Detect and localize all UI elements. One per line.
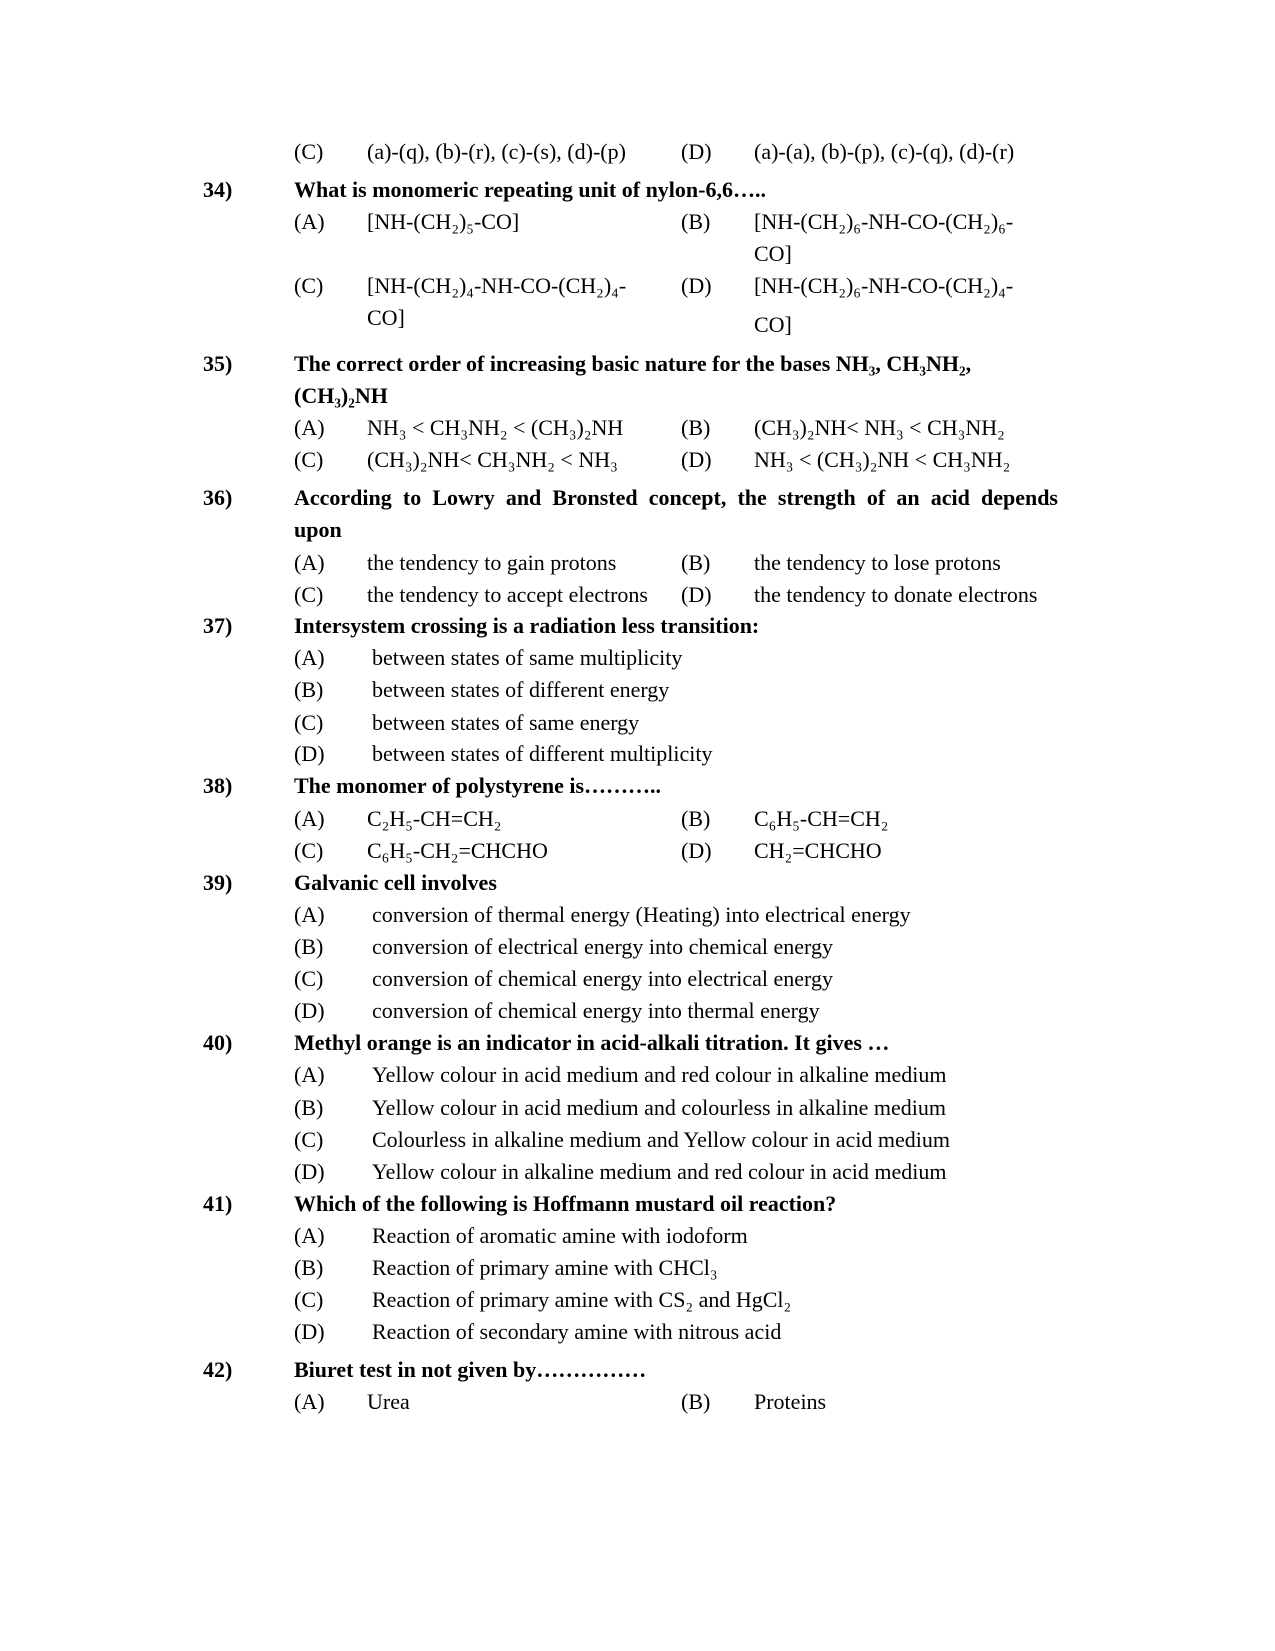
option-text: the tendency to lose protons <box>754 550 1001 575</box>
option-text: (CH₃)₂NH< NH₃ < CH₃NH₂ <box>754 415 1005 440</box>
option-label: (B) <box>294 1255 324 1280</box>
option-text: between states of same multiplicity <box>372 645 683 670</box>
question-text: (CH₃)₂NH <box>294 383 388 408</box>
question-number: 37) <box>203 613 233 638</box>
option-text: Reaction of secondary amine with nitrous acid <box>372 1319 782 1344</box>
question-number: 35) <box>203 351 233 376</box>
option-label: (A) <box>294 1223 325 1248</box>
question-text: What is monomeric repeating unit of nylon-6,6….. <box>294 177 766 202</box>
option-label: (B) <box>681 209 711 234</box>
option-text: conversion of chemical energy into thermal energy <box>372 998 820 1023</box>
question-text: According to Lowry and Bronsted concept, the strength of an acid depends <box>294 485 1058 510</box>
option-text: Yellow colour in acid medium and red colour in alkaline medium <box>372 1062 947 1087</box>
option-label: (C) <box>294 273 324 298</box>
option-text: CO] <box>754 312 792 337</box>
option-label: (D) <box>294 1319 325 1344</box>
option-label: (D) <box>681 838 712 863</box>
option-text: Colourless in alkaline medium and Yellow colour in acid medium <box>372 1127 951 1152</box>
option-text: CO] <box>754 241 792 266</box>
option-text: conversion of electrical energy into chemical energy <box>372 934 833 959</box>
option-text: between states of same energy <box>372 710 640 735</box>
option-label: (A) <box>294 550 325 575</box>
option-label: (D) <box>294 998 325 1023</box>
question-number: 34) <box>203 177 233 202</box>
option-text: [NH-(CH₂)₆-NH-CO-(CH₂)₄- <box>754 273 1014 298</box>
option-text: Yellow colour in acid medium and colourless in alkaline medium <box>372 1095 946 1120</box>
option-text: C₂H₅-CH=CH₂ <box>367 806 502 831</box>
option-text: NH₃ < (CH₃)₂NH < CH₃NH₂ <box>754 447 1011 472</box>
option-label: (A) <box>294 1062 325 1087</box>
option-text: (a)-(q), (b)-(r), (c)-(s), (d)-(p) <box>367 139 626 164</box>
option-text: between states of different multiplicity <box>372 741 713 766</box>
question-number: 41) <box>203 1191 233 1216</box>
option-label: (A) <box>294 1389 325 1414</box>
option-label: (B) <box>294 1095 324 1120</box>
option-label: (D) <box>294 1159 325 1184</box>
option-text: [NH-(CH₂)₅-CO] <box>367 209 520 234</box>
option-label: (A) <box>294 415 325 440</box>
option-label: (D) <box>681 139 712 164</box>
question-text: Galvanic cell involves <box>294 870 497 895</box>
option-text: CO] <box>367 305 405 330</box>
question-text: Intersystem crossing is a radiation less transition: <box>294 613 760 638</box>
question-text: upon <box>294 517 342 542</box>
option-text: C₆H₅-CH₂=CHCHO <box>367 838 548 863</box>
option-text: conversion of chemical energy into electrical energy <box>372 966 833 991</box>
option-label: (D) <box>681 447 712 472</box>
option-label: (B) <box>294 677 324 702</box>
option-text: Reaction of aromatic amine with iodoform <box>372 1223 748 1248</box>
option-label: (A) <box>294 645 325 670</box>
option-label: (B) <box>681 1389 711 1414</box>
option-label: (D) <box>681 582 712 607</box>
option-text: CH₂=CHCHO <box>754 838 882 863</box>
question-text: Which of the following is Hoffmann mustard oil reaction? <box>294 1191 837 1216</box>
option-label: (A) <box>294 209 325 234</box>
question-text: Methyl orange is an indicator in acid-alkali titration. It gives … <box>294 1030 890 1055</box>
option-text: the tendency to accept electrons <box>367 582 648 607</box>
option-text: (CH₃)₂NH< CH₃NH₂ < NH₃ <box>367 447 618 472</box>
option-label: (C) <box>294 582 324 607</box>
option-label: (C) <box>294 1127 324 1152</box>
option-label: (A) <box>294 902 325 927</box>
option-label: (C) <box>294 139 324 164</box>
question-text: The correct order of increasing basic nature for the bases NH₃, CH₃NH₂, <box>294 351 972 376</box>
question-number: 39) <box>203 870 233 895</box>
question-number: 42) <box>203 1357 233 1382</box>
option-label: (B) <box>681 415 711 440</box>
option-label: (B) <box>681 806 711 831</box>
question-text: The monomer of polystyrene is……….. <box>294 773 662 798</box>
option-text: between states of different energy <box>372 677 670 702</box>
option-text: Urea <box>367 1389 410 1414</box>
option-text: [NH-(CH₂)₆-NH-CO-(CH₂)₆- <box>754 209 1014 234</box>
option-label: (C) <box>294 966 324 991</box>
option-text: conversion of thermal energy (Heating) into electrical energy <box>372 902 911 927</box>
option-label: (C) <box>294 710 324 735</box>
question-number: 38) <box>203 773 233 798</box>
question-number: 40) <box>203 1030 233 1055</box>
option-text: Reaction of primary amine with CHCl₃ <box>372 1255 718 1280</box>
option-text: (a)-(a), (b)-(p), (c)-(q), (d)-(r) <box>754 139 1015 164</box>
option-label: (A) <box>294 806 325 831</box>
option-text: Proteins <box>754 1389 827 1414</box>
option-text: the tendency to donate electrons <box>754 582 1038 607</box>
option-label: (C) <box>294 1287 324 1312</box>
option-label: (D) <box>294 741 325 766</box>
option-label: (C) <box>294 838 324 863</box>
option-text: Yellow colour in alkaline medium and red colour in acid medium <box>372 1159 947 1184</box>
option-label: (D) <box>681 273 712 298</box>
question-text: Biuret test in not given by…………… <box>294 1357 647 1382</box>
option-label: (B) <box>294 934 324 959</box>
option-text: NH₃ < CH₃NH₂ < (CH₃)₂NH <box>367 415 624 440</box>
option-label: (C) <box>294 447 324 472</box>
option-text: the tendency to gain protons <box>367 550 617 575</box>
question-number: 36) <box>203 485 233 510</box>
option-label: (B) <box>681 550 711 575</box>
option-text: Reaction of primary amine with CS₂ and HgCl₂ <box>372 1287 792 1312</box>
option-text: [NH-(CH₂)₄-NH-CO-(CH₂)₄- <box>367 273 627 298</box>
option-text: C₆H₅-CH=CH₂ <box>754 806 889 831</box>
